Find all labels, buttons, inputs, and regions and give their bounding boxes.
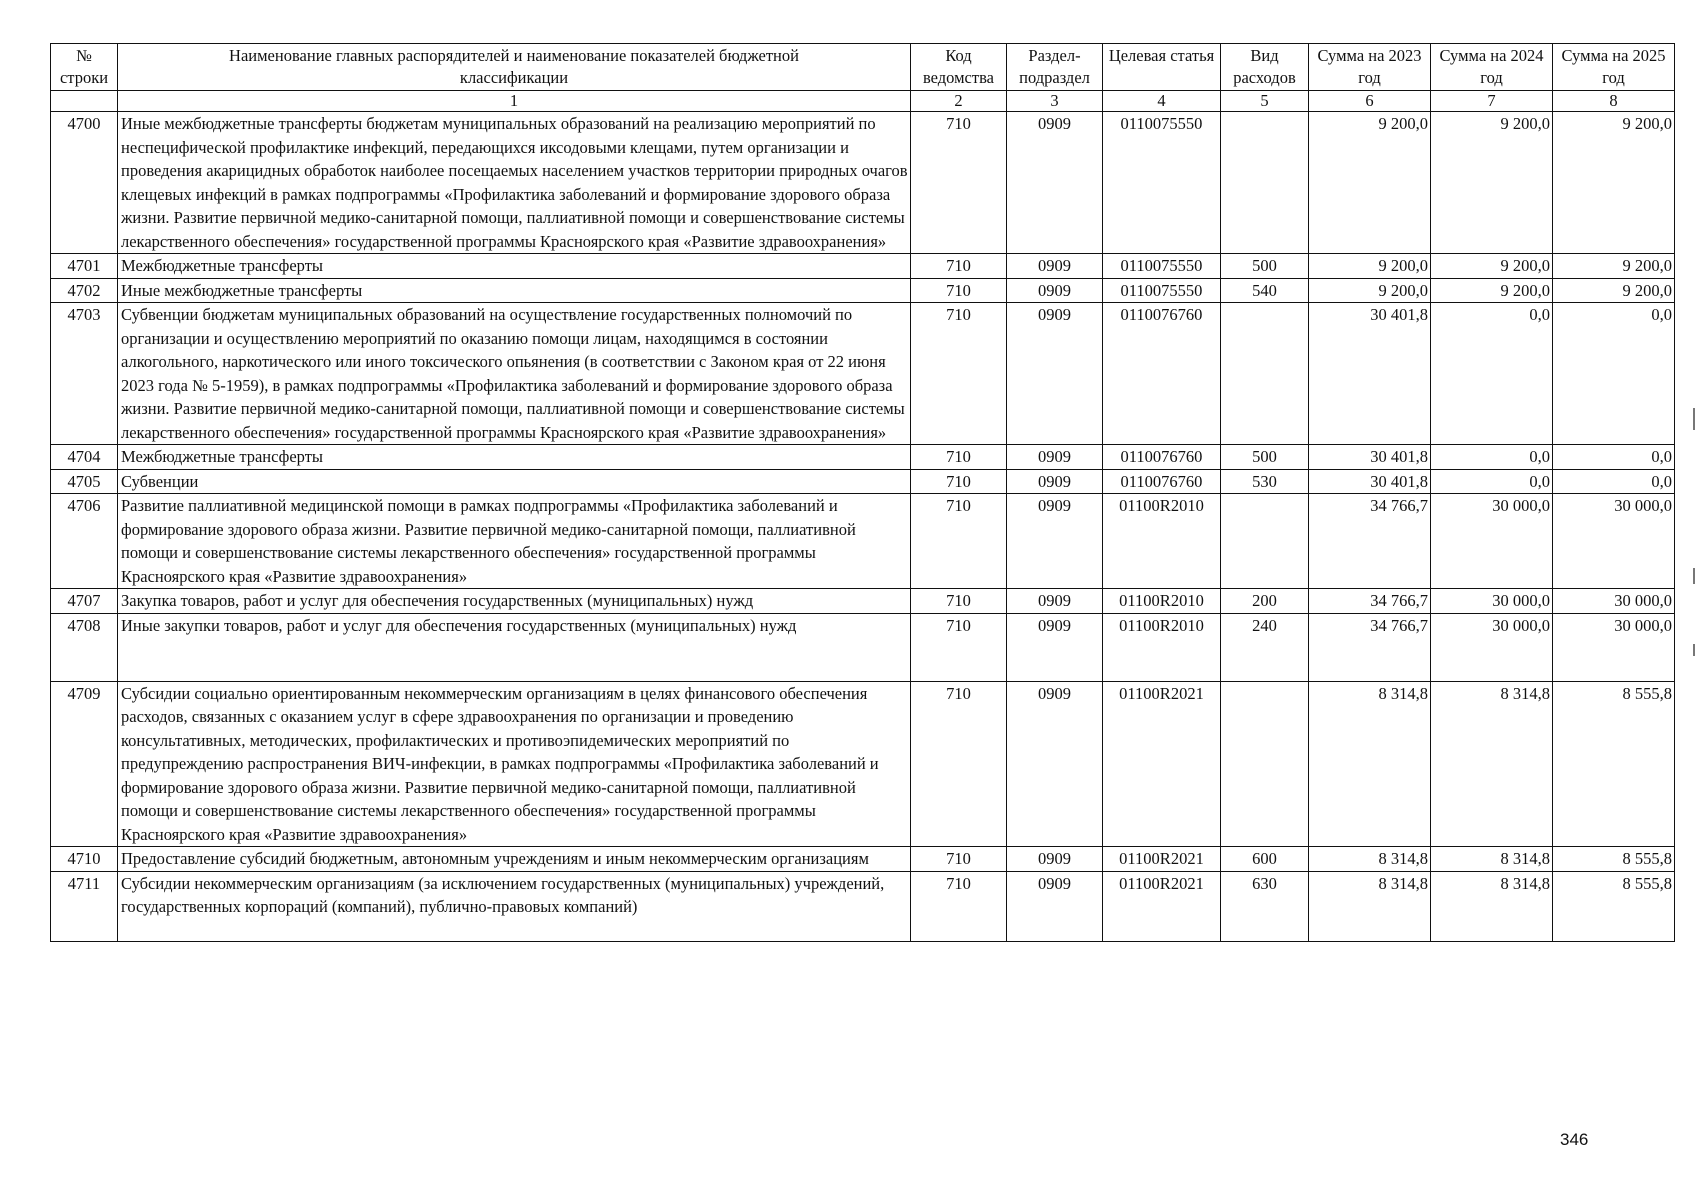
row-sum-2025: 8 555,8: [1553, 847, 1675, 872]
row-expense-type: [1221, 494, 1309, 589]
row-sum-2024: 30 000,0: [1431, 589, 1553, 614]
row-sum-2023: 8 314,8: [1309, 871, 1431, 941]
row-expense-type: 500: [1221, 445, 1309, 470]
table-row: [51, 278, 1675, 303]
table-row: [51, 445, 1675, 470]
table-row: [51, 681, 1675, 847]
row-dept-code: 710: [911, 112, 1007, 254]
row-section: 0909: [1007, 589, 1103, 614]
row-sum-2025: 9 200,0: [1553, 278, 1675, 303]
row-target: 0110075550: [1103, 278, 1221, 303]
row-name: Закупка товаров, работ и услуг для обеспечения государственных (муниципальных) нужд: [118, 589, 911, 614]
row-section: 0909: [1007, 445, 1103, 470]
row-sum-2023: 30 401,8: [1309, 469, 1431, 494]
row-section: 0909: [1007, 469, 1103, 494]
row-name: Развитие паллиативной медицинской помощи в рамках подпрограммы «Профилактика заболеваний и формирование здорового образа жизни. Развитие первичной медико-санитарной помощи, паллиативной помощи и совершенствование системы лекарственного обеспечения» государственной программы Красноярского края «Развитие здравоохранения»: [118, 494, 911, 589]
row-name: Иные межбюджетные трансферты: [118, 278, 911, 303]
row-sum-2025: 9 200,0: [1553, 254, 1675, 279]
row-target: 01100R2021: [1103, 847, 1221, 872]
row-sum-2023: 9 200,0: [1309, 278, 1431, 303]
row-dept-code: 710: [911, 278, 1007, 303]
row-name: Субсидии социально ориентированным некоммерческим организациям в целях финансового обеспечения расходов, связанных с оказанием услуг в сфере здравоохранения по организации и проведению консультативных, методических, профилактических и противоэпидемических мероприятий по предупреждению распространения ВИЧ-инфекции, в рамках подпрограммы «Профилактика заболеваний и формирование здорового образа жизни. Развитие первичной медико-санитарной помощи, паллиативной помощи и совершенствование системы лекарственного обеспечения» государственной программы Красноярского края «Развитие здравоохранения»: [118, 681, 911, 847]
row-dept-code: 710: [911, 254, 1007, 279]
row-number: 4701: [51, 254, 118, 279]
row-sum-2023: 8 314,8: [1309, 847, 1431, 872]
row-number: 4702: [51, 278, 118, 303]
table-row: [51, 112, 1675, 254]
row-sum-2023: 34 766,7: [1309, 494, 1431, 589]
row-number: 4708: [51, 613, 118, 681]
row-section: 0909: [1007, 112, 1103, 254]
column-number: 7: [1431, 91, 1553, 112]
row-expense-type: 600: [1221, 847, 1309, 872]
row-sum-2023: 34 766,7: [1309, 589, 1431, 614]
row-name: Субсидии некоммерческим организациям (за исключением государственных (муниципальных) учреждений, государственных корпораций (компаний), публично-правовых компаний): [118, 871, 911, 941]
header-sum-2024: Сумма на 2024 год: [1431, 44, 1553, 91]
row-number: 4707: [51, 589, 118, 614]
row-sum-2025: 0,0: [1553, 469, 1675, 494]
row-sum-2024: 30 000,0: [1431, 494, 1553, 589]
row-sum-2024: 0,0: [1431, 445, 1553, 470]
row-sum-2023: 9 200,0: [1309, 254, 1431, 279]
row-name: Субвенции: [118, 469, 911, 494]
row-section: 0909: [1007, 681, 1103, 847]
budget-table: [50, 43, 1675, 942]
row-expense-type: 630: [1221, 871, 1309, 941]
row-expense-type: 240: [1221, 613, 1309, 681]
header-target: Целевая статья: [1103, 44, 1221, 91]
column-number: 1: [118, 91, 911, 112]
row-sum-2025: 30 000,0: [1553, 589, 1675, 614]
row-section: 0909: [1007, 254, 1103, 279]
row-sum-2025: 9 200,0: [1553, 112, 1675, 254]
row-expense-type: 500: [1221, 254, 1309, 279]
header-expense-type: Вид расходов: [1221, 44, 1309, 91]
scan-edge-mark: [1693, 644, 1695, 656]
row-sum-2024: 0,0: [1431, 469, 1553, 494]
row-dept-code: 710: [911, 303, 1007, 445]
row-section: 0909: [1007, 847, 1103, 872]
table-header-row: [51, 44, 1675, 91]
column-number: [51, 91, 118, 112]
row-sum-2025: 0,0: [1553, 445, 1675, 470]
scan-edge-mark: [1693, 408, 1695, 430]
row-dept-code: 710: [911, 613, 1007, 681]
table-row: [51, 303, 1675, 445]
column-number: 4: [1103, 91, 1221, 112]
row-name: Иные закупки товаров, работ и услуг для обеспечения государственных (муниципальных) нужд: [118, 613, 911, 681]
row-expense-type: 540: [1221, 278, 1309, 303]
row-target: 0110075550: [1103, 112, 1221, 254]
row-target: 01100R2021: [1103, 871, 1221, 941]
row-name: Межбюджетные трансферты: [118, 445, 911, 470]
table-row: [51, 589, 1675, 614]
column-number: 2: [911, 91, 1007, 112]
row-section: 0909: [1007, 278, 1103, 303]
row-number: 4704: [51, 445, 118, 470]
row-section: 0909: [1007, 303, 1103, 445]
table-row: [51, 847, 1675, 872]
row-target: 0110075550: [1103, 254, 1221, 279]
row-sum-2024: 30 000,0: [1431, 613, 1553, 681]
header-sum-2023: Сумма на 2023 год: [1309, 44, 1431, 91]
row-dept-code: 710: [911, 871, 1007, 941]
row-name: Предоставление субсидий бюджетным, автономным учреждениям и иным некоммерческим организациям: [118, 847, 911, 872]
row-number: 4706: [51, 494, 118, 589]
row-target: 01100R2010: [1103, 589, 1221, 614]
row-expense-type: [1221, 681, 1309, 847]
column-number: 6: [1309, 91, 1431, 112]
row-target: 01100R2021: [1103, 681, 1221, 847]
row-dept-code: 710: [911, 681, 1007, 847]
row-dept-code: 710: [911, 469, 1007, 494]
column-number: 5: [1221, 91, 1309, 112]
column-number: 8: [1553, 91, 1675, 112]
header-row-no: № строки: [51, 44, 118, 91]
row-name: Межбюджетные трансферты: [118, 254, 911, 279]
row-target: 0110076760: [1103, 445, 1221, 470]
header-sum-2025: Сумма на 2025 год: [1553, 44, 1675, 91]
scan-edge-mark: [1693, 568, 1695, 584]
row-expense-type: [1221, 303, 1309, 445]
row-sum-2023: 34 766,7: [1309, 613, 1431, 681]
header-dept-code: Код ведомства: [911, 44, 1007, 91]
page-number: 346: [1560, 1130, 1589, 1149]
table-row: [51, 469, 1675, 494]
row-sum-2024: 9 200,0: [1431, 254, 1553, 279]
row-section: 0909: [1007, 871, 1103, 941]
row-target: 01100R2010: [1103, 613, 1221, 681]
row-section: 0909: [1007, 613, 1103, 681]
row-sum-2023: 9 200,0: [1309, 112, 1431, 254]
row-sum-2025: 30 000,0: [1553, 494, 1675, 589]
row-expense-type: 530: [1221, 469, 1309, 494]
row-sum-2024: 0,0: [1431, 303, 1553, 445]
row-sum-2023: 30 401,8: [1309, 445, 1431, 470]
row-sum-2024: 9 200,0: [1431, 112, 1553, 254]
row-target: 0110076760: [1103, 469, 1221, 494]
header-section: Раздел-подраздел: [1007, 44, 1103, 91]
row-sum-2025: 30 000,0: [1553, 613, 1675, 681]
row-dept-code: 710: [911, 494, 1007, 589]
column-number: 3: [1007, 91, 1103, 112]
row-number: 4705: [51, 469, 118, 494]
row-name: Иные межбюджетные трансферты бюджетам муниципальных образований на реализацию мероприятий по неспецифической профилактике инфекций, передающихся иксодовыми клещами, путем организации и проведения акарицидных обработок наиболее посещаемых населением участков территории природных очагов клещевых инфекций в рамках подпрограммы «Профилактика заболеваний и формирование здорового образа жизни. Развитие первичной медико-санитарной помощи, паллиативной помощи и совершенствование системы лекарственного обеспечения» государственной программы Красноярского края «Развитие здравоохранения»: [118, 112, 911, 254]
row-sum-2025: 8 555,8: [1553, 681, 1675, 847]
row-number: 4709: [51, 681, 118, 847]
row-sum-2025: 0,0: [1553, 303, 1675, 445]
row-sum-2023: 8 314,8: [1309, 681, 1431, 847]
row-dept-code: 710: [911, 847, 1007, 872]
row-sum-2023: 30 401,8: [1309, 303, 1431, 445]
row-sum-2024: 8 314,8: [1431, 847, 1553, 872]
row-target: 01100R2010: [1103, 494, 1221, 589]
row-sum-2024: 8 314,8: [1431, 681, 1553, 847]
row-name: Субвенции бюджетам муниципальных образований на осуществление государственных полномочий по организации и осуществлению мероприятий по оказанию помощи лицам, находящимся в состоянии алкогольного, наркотического или иного токсического опьянения (в соответствии с Законом края от 22 июня 2023 года № 5-1959), в рамках подпрограммы «Профилактика заболеваний и формирование здорового образа жизни. Развитие первичной медико-санитарной помощи, паллиативной помощи и совершенствование системы лекарственного обеспечения» государственной программы Красноярского края «Развитие здравоохранения»: [118, 303, 911, 445]
row-dept-code: 710: [911, 589, 1007, 614]
row-number: 4703: [51, 303, 118, 445]
header-name: Наименование главных распорядителей и наименование показателей бюджетной классификации: [118, 44, 911, 91]
row-sum-2024: 9 200,0: [1431, 278, 1553, 303]
row-sum-2025: 8 555,8: [1553, 871, 1675, 941]
table-row: [51, 254, 1675, 279]
row-number: 4710: [51, 847, 118, 872]
row-target: 0110076760: [1103, 303, 1221, 445]
row-section: 0909: [1007, 494, 1103, 589]
row-number: 4700: [51, 112, 118, 254]
row-dept-code: 710: [911, 445, 1007, 470]
row-number: 4711: [51, 871, 118, 941]
column-number-row: [51, 91, 1675, 112]
row-expense-type: 200: [1221, 589, 1309, 614]
table-row: [51, 613, 1675, 681]
table-row: [51, 871, 1675, 941]
row-sum-2024: 8 314,8: [1431, 871, 1553, 941]
table-row: [51, 494, 1675, 589]
row-expense-type: [1221, 112, 1309, 254]
